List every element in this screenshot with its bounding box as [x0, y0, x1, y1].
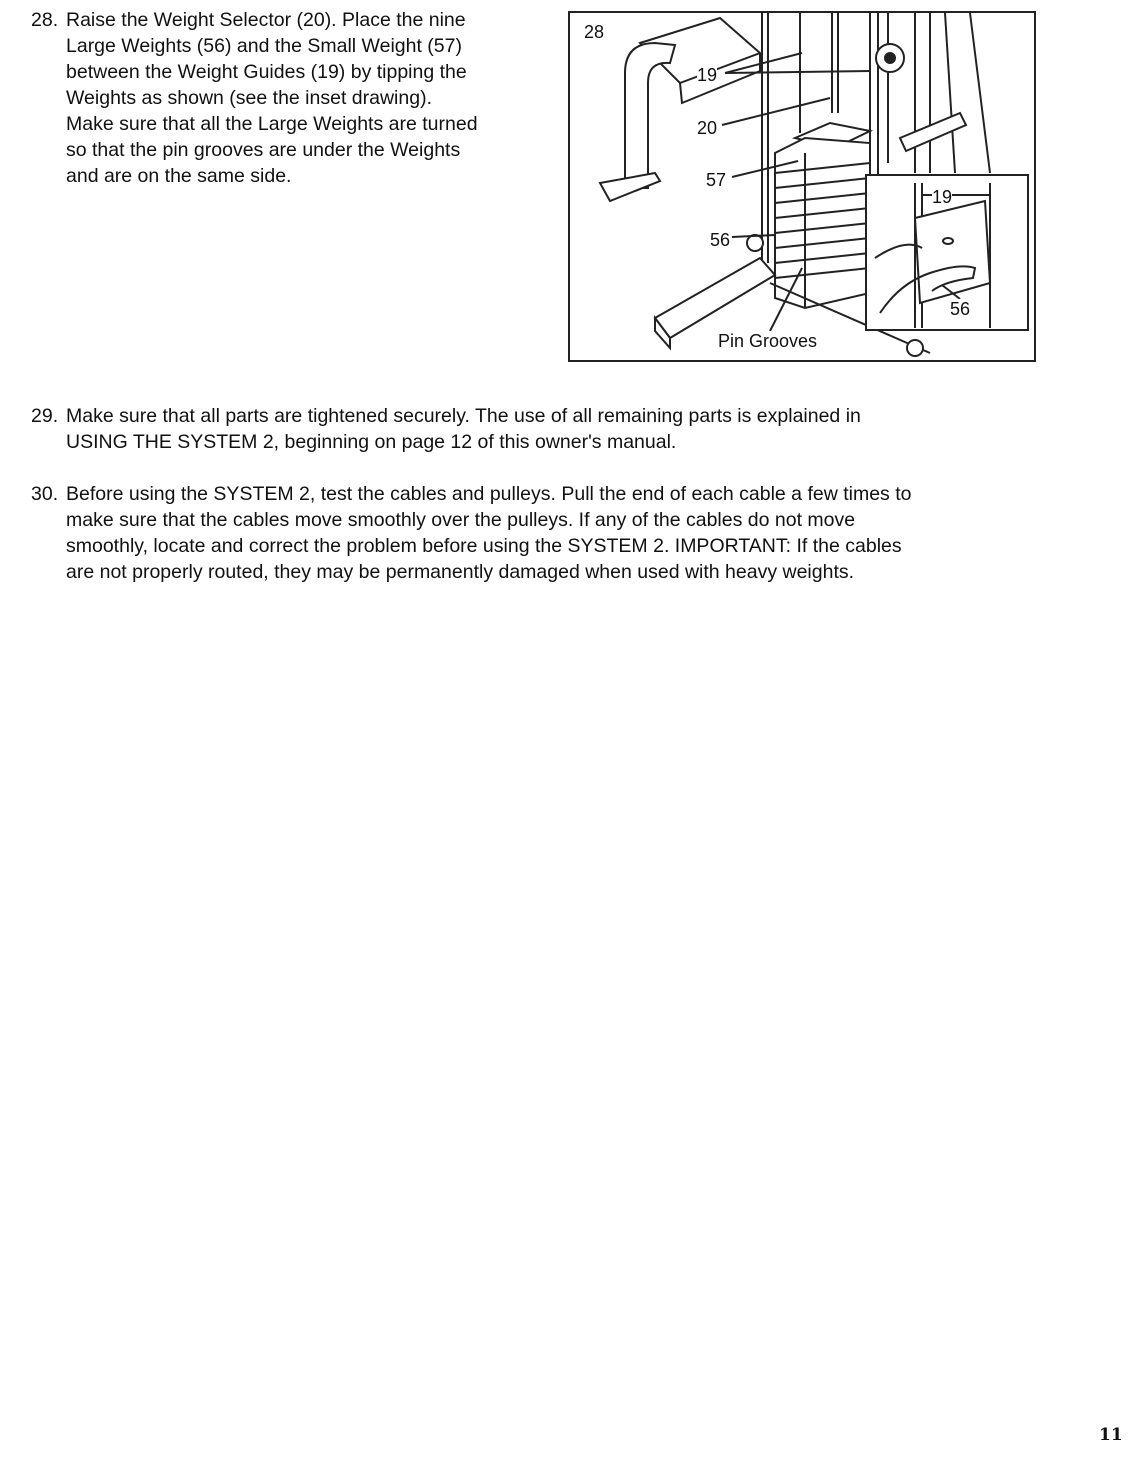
step-line: and are on the same side.: [66, 165, 292, 187]
step-28: [31, 7, 541, 197]
page-number: 11: [1099, 1425, 1123, 1445]
step-text: [66, 481, 911, 585]
step-line: Make sure that all the Large Weights are turned: [66, 113, 478, 135]
callout-weight-guides: 19: [697, 65, 718, 85]
callout-weight-selector: 20: [697, 118, 718, 138]
callout-large-weights: 56: [710, 230, 731, 250]
step-line: Before using the SYSTEM 2, test the cables and pulleys. Pull the end of each cable a few times to: [66, 483, 912, 505]
callout-pin-grooves: Pin Grooves: [718, 331, 818, 351]
figure-step-label: 28: [584, 22, 605, 42]
step-number: 29.: [31, 405, 59, 427]
callout-small-weight: 57: [706, 170, 727, 190]
step-line: smoothly, locate and correct the problem before using the SYSTEM 2. IMPORTANT: If the cables: [66, 535, 902, 557]
step-text: [66, 403, 861, 455]
callout-inset-guides: 19: [932, 187, 953, 207]
step-text: [66, 7, 478, 189]
step-line: USING THE SYSTEM 2, beginning on page 12 of this owner's manual.: [66, 431, 677, 453]
assembly-figure: [568, 11, 1036, 362]
step-number: 28.: [31, 9, 59, 31]
step-line: Make sure that all parts are tightened securely. The use of all remaining parts is explained in: [66, 405, 861, 427]
step-number: 30.: [31, 483, 59, 505]
step-30: [31, 481, 1111, 591]
step-line: between the Weight Guides (19) by tipping the: [66, 61, 467, 83]
step-line: so that the pin grooves are under the Weights: [66, 139, 461, 161]
step-line: are not properly routed, they may be permanently damaged when used with heavy weights.: [66, 561, 855, 583]
step-29: [31, 403, 1111, 457]
step-line: make sure that the cables move smoothly over the pulleys. If any of the cables do not move: [66, 509, 856, 531]
callout-inset-weight: 56: [950, 299, 971, 319]
step-line: Large Weights (56) and the Small Weight (57): [66, 35, 462, 57]
step-line: Weights as shown (see the inset drawing).: [66, 87, 432, 109]
step-line: Raise the Weight Selector (20). Place the nine: [66, 9, 466, 31]
